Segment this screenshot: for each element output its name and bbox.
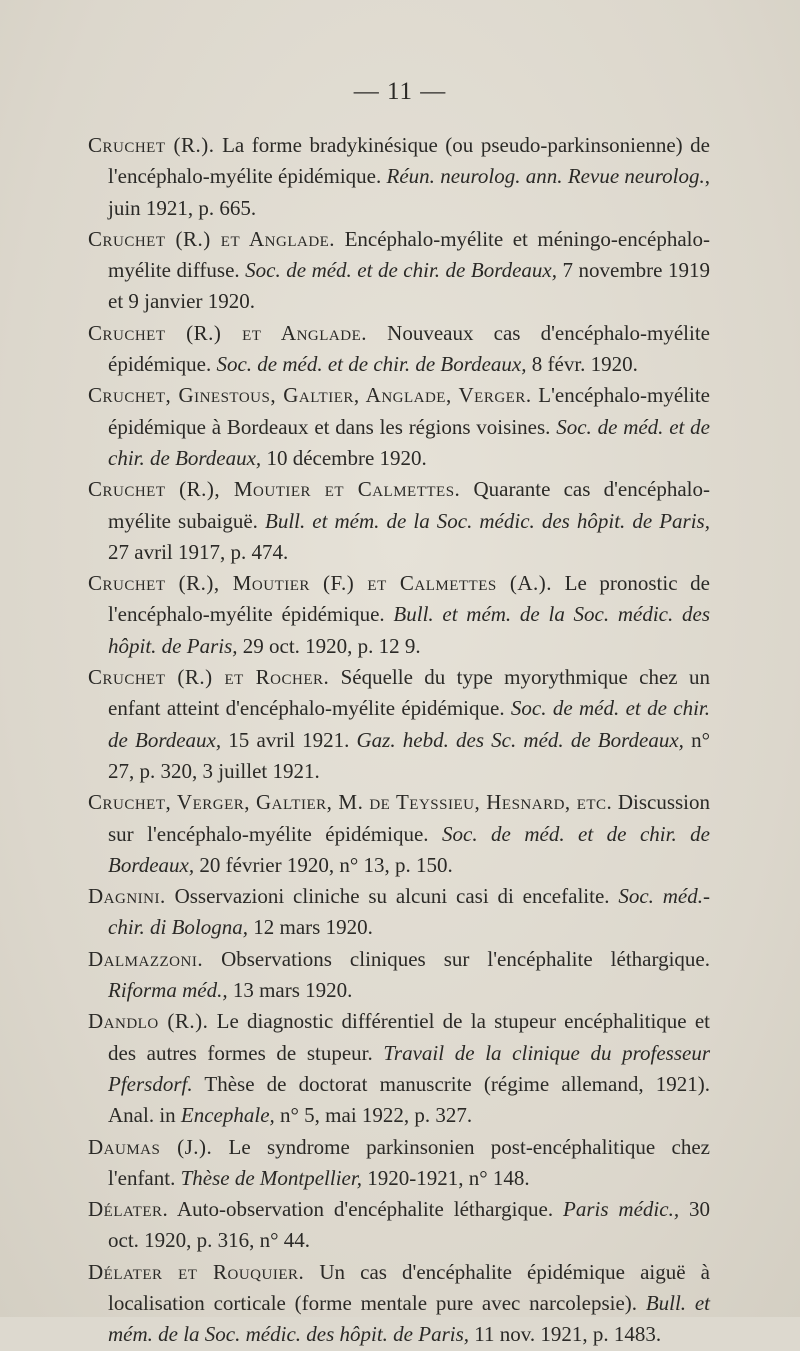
bibliography-entry xyxy=(88,787,710,881)
entry-details: 27 avril 1917, p. 474. xyxy=(108,539,289,564)
entry-author: Cruchet (R.), Moutier (F.) et Calmettes (A.). xyxy=(88,571,552,596)
bibliography-entry xyxy=(88,1006,710,1131)
bibliography-entry xyxy=(88,881,710,944)
entry-author: Cruchet (R.) et Rocher. xyxy=(88,665,330,690)
entry-title: Encéphalo-myélite et méningo-encéphalo-myélite diffuse. xyxy=(108,226,710,283)
entry-details: 20 février 1920, n° 13, p. 150. xyxy=(194,852,453,877)
entry-details: 30 oct. 1920, p. 316, n° 44. xyxy=(108,1197,711,1253)
entry-source: Bull. et mém. de la Soc. médic. des hôpit. de Paris, xyxy=(265,508,710,533)
entry-title: Discussion sur l'encéphalo-myélite épidémique. xyxy=(108,790,710,846)
entry-title: Nouveaux cas d'encéphalo-myélite épidémique. xyxy=(108,320,710,377)
entry-source-2: Gaz. hebd. des Sc. méd. de Bordeaux, xyxy=(356,727,684,752)
entry-title: Le syndrome parkinsonien post-encéphalitique chez l'enfant. xyxy=(108,1134,710,1190)
entry-author: Délater et Rouquier. xyxy=(88,1259,305,1284)
entry-source: Soc. de méd. et de chir. de Bordeaux, xyxy=(108,821,710,877)
entry-source: Soc. de méd. et de chir. de Bordeaux, xyxy=(108,696,710,752)
entry-author: Cruchet (R.) et Anglade. xyxy=(88,226,336,251)
entry-details: 12 mars 1920. xyxy=(248,915,373,940)
bibliography-entry xyxy=(88,944,710,1007)
entry-author: Dandlo (R.). xyxy=(88,1009,209,1034)
entry-source: Bull. et mém. de la Soc. médic. des hôpit. de Paris, xyxy=(108,1290,710,1347)
entry-author: Délater. xyxy=(88,1197,169,1222)
entry-title: La forme bradykinésique (ou pseudo-parkinsonienne) de l'encéphalo-myélite épidémique. xyxy=(108,133,710,189)
entry-title: Le pronostic de l'encéphalo-myélite épidémique. xyxy=(108,571,710,627)
entry-details: Thèse de doctorat manuscrite (régime allemand, 1921). Anal. in xyxy=(108,1071,710,1128)
entry-title: Observations cliniques sur l'encéphalite léthargique. xyxy=(203,946,710,971)
bibliography-entry xyxy=(88,380,710,474)
bibliography-entry xyxy=(88,474,710,568)
entry-source: Soc. de méd. et de chir. de Bordeaux, xyxy=(108,414,710,470)
entry-source: Thèse de Montpellier, xyxy=(180,1165,362,1190)
entry-details: 15 avril 1921. xyxy=(221,727,357,752)
entry-author: Dalmazzoni. xyxy=(88,946,204,971)
entry-author: Daumas (J.). xyxy=(88,1134,213,1159)
bibliography-entry xyxy=(88,1194,710,1257)
entry-source: Riforma méd., xyxy=(108,978,228,1003)
bibliography-entry xyxy=(88,130,710,224)
entry-details: 7 novembre 1919 et 9 janvier 1920. xyxy=(108,258,710,314)
entry-title: Séquelle du type myorythmique chez un enfant atteint d'encéphalo-myélite épidémique. xyxy=(108,665,710,721)
entry-source-2: Encephale, xyxy=(180,1103,275,1128)
bibliography-entry xyxy=(88,318,710,381)
bibliography-entry xyxy=(88,568,710,662)
entry-details-2: n° 27, p. 320, 3 juillet 1921. xyxy=(108,727,710,783)
bibliography-entry xyxy=(88,1257,710,1351)
bibliography-entry xyxy=(88,1132,710,1195)
entry-title: Un cas d'encéphalite épidémique aiguë à localisation corticale (forme mentale pure avec narcolepsie). xyxy=(108,1259,710,1315)
entry-title: Osservazioni cliniche su alcuni casi di encefalite. xyxy=(165,884,619,909)
entry-details: 13 mars 1920. xyxy=(227,978,353,1003)
entry-source: Soc. méd.-chir. di Bologna, xyxy=(108,884,710,940)
entry-details: 29 oct. 1920, p. 12 9. xyxy=(237,633,421,658)
entry-author: Dagnini. xyxy=(88,884,166,909)
entry-source: Soc. de méd. et de chir. de Bordeaux, xyxy=(245,258,557,283)
entry-source: Réun. neurolog. ann. Revue neurolog. xyxy=(386,164,705,189)
entry-author: Cruchet, Verger, Galtier, M. de Teyssieu, Hesnard, etc. xyxy=(88,790,613,815)
entry-title: L'encéphalo-myélite épidémique à Bordeaux et dans les régions voisines. xyxy=(108,383,710,439)
entry-source: Bull. et mém. de la Soc. médic. des hôpit. de Paris, xyxy=(108,602,710,658)
entry-source: Travail de la clinique du professeur Pfersdorf. xyxy=(108,1040,710,1096)
entry-author: Cruchet (R.), Moutier et Calmettes. xyxy=(88,477,461,502)
entry-title: Auto-observation d'encéphalite léthargique. xyxy=(168,1197,563,1222)
bibliography-entry xyxy=(88,224,710,318)
page-number: — 11 — xyxy=(353,78,447,105)
entry-details-2: n° 5, mai 1922, p. 327. xyxy=(274,1103,473,1128)
bibliography-list xyxy=(88,130,710,1351)
bibliography-entry xyxy=(88,662,710,787)
entry-source: Paris médic., xyxy=(563,1197,680,1222)
entry-details: 1920-1921, n° 148. xyxy=(361,1165,530,1190)
entry-source: Soc. de méd. et de chir. de Bordeaux, xyxy=(216,352,527,377)
entry-author: Cruchet (R.) et Anglade. xyxy=(88,320,367,345)
entry-details: 11 nov. 1921, p. 1483. xyxy=(469,1322,662,1347)
entry-details: 10 décembre 1920. xyxy=(261,445,427,470)
entry-title: Le diagnostic différentiel de la stupeur encéphalitique et des autres formes de stupeur. xyxy=(108,1009,710,1065)
entry-author: Cruchet (R.). xyxy=(88,133,215,157)
entry-title: Quarante cas d'encéphalo-myélite subaiguë. xyxy=(108,477,710,533)
entry-details: , juin 1921, p. 665. xyxy=(108,164,710,220)
entry-details: 8 févr. 1920. xyxy=(526,352,638,377)
entry-author: Cruchet, Ginestous, Galtier, Anglade, Verger. xyxy=(88,383,532,408)
